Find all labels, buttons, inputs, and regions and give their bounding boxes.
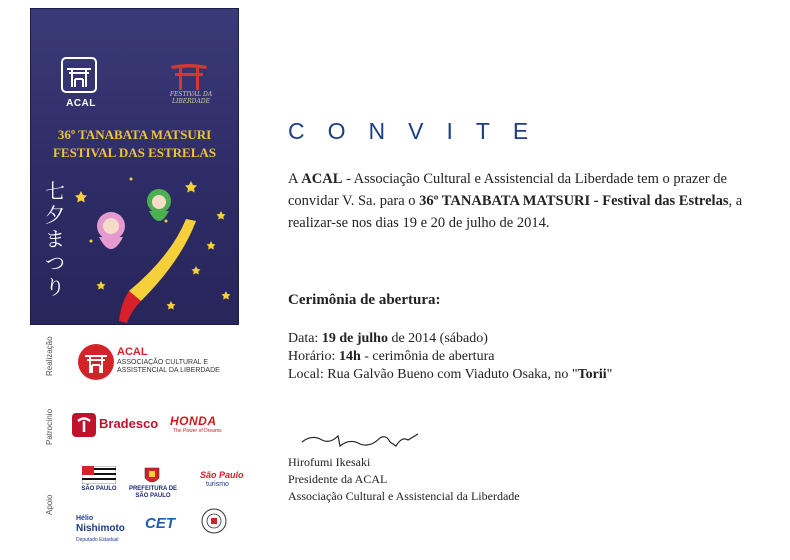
honda-logo-text: HONDA <box>170 414 217 428</box>
patrocinio-label: Patrocínio <box>45 408 54 445</box>
police-badge-icon <box>201 508 227 534</box>
sp-gov-text: SÃO PAULO <box>81 486 117 492</box>
event-poster <box>30 8 239 325</box>
cet-logo: CET <box>145 515 175 532</box>
signer-name: Hirofumi Ikesaki <box>288 455 371 469</box>
invitation-paragraph: A ACAL - Associação Cultural e Assistencial da Liberdade tem o prazer de convidar V. Sa. para o 36º TANABATA MATSURI - Festival das Estrelas, a realizar-se nos dias 19 e 20 de julho de 2014. <box>288 171 743 231</box>
prefeitura-crest-icon <box>143 466 161 486</box>
torii-gate-icon <box>169 62 209 90</box>
handwritten-signature <box>300 428 430 454</box>
honda-slogan: The Power of Dreams <box>173 428 222 434</box>
bradesco-logo-text: Bradesco <box>99 416 159 431</box>
prefeitura-text: PREFEITURA DE SÃO PAULO <box>128 486 178 499</box>
ceremony-heading: Cerimônia de abertura: <box>288 292 441 308</box>
sp-turismo-logo: São Paulo <box>200 470 244 480</box>
acal-sponsor-name: ACAL <box>117 346 148 358</box>
apoio-label: Apoio <box>45 494 54 515</box>
poster-title-line1: 36º TANABATA MATSURI <box>57 127 212 142</box>
acal-logo-text: ACAL <box>66 98 96 109</box>
acal-sponsor-subtitle: ASSOCIAÇÃO CULTURAL E ASSISTENCIAL DA LIBERDADE <box>117 359 220 374</box>
poster-japanese-text: 七 夕 ま つ り <box>45 179 65 299</box>
invitation-heading: CONVITE <box>288 118 552 144</box>
signer-organization: Associação Cultural e Assistencial da Liberdade <box>288 489 520 503</box>
ceremony-location: Local: Rua Galvão Bueno com Viaduto Osaka, no "Torii" <box>288 367 613 382</box>
acal-logo-icon <box>61 57 97 93</box>
sp-gov-flag-icon <box>82 466 116 484</box>
helio-nishimoto-logo: Hélio Nishimoto Deputado Estadual <box>76 515 125 543</box>
ceremony-date: Data: 19 de julho de 2014 (sábado) <box>288 331 488 346</box>
acal-red-logo-icon <box>77 343 115 381</box>
poster-illustration <box>71 171 238 324</box>
poster-title-line2: FESTIVAL DAS ESTRELAS <box>52 145 217 160</box>
bradesco-logo-icon <box>72 413 96 437</box>
ceremony-time: Horário: 14h - cerimônia de abertura <box>288 349 495 364</box>
torii-caption: FESTIVAL DA LIBERDADE <box>169 91 213 105</box>
sp-turismo-text: turismo <box>206 481 229 488</box>
realizacao-label: Realização <box>45 336 54 376</box>
signer-role: Presidente da ACAL <box>288 472 388 486</box>
